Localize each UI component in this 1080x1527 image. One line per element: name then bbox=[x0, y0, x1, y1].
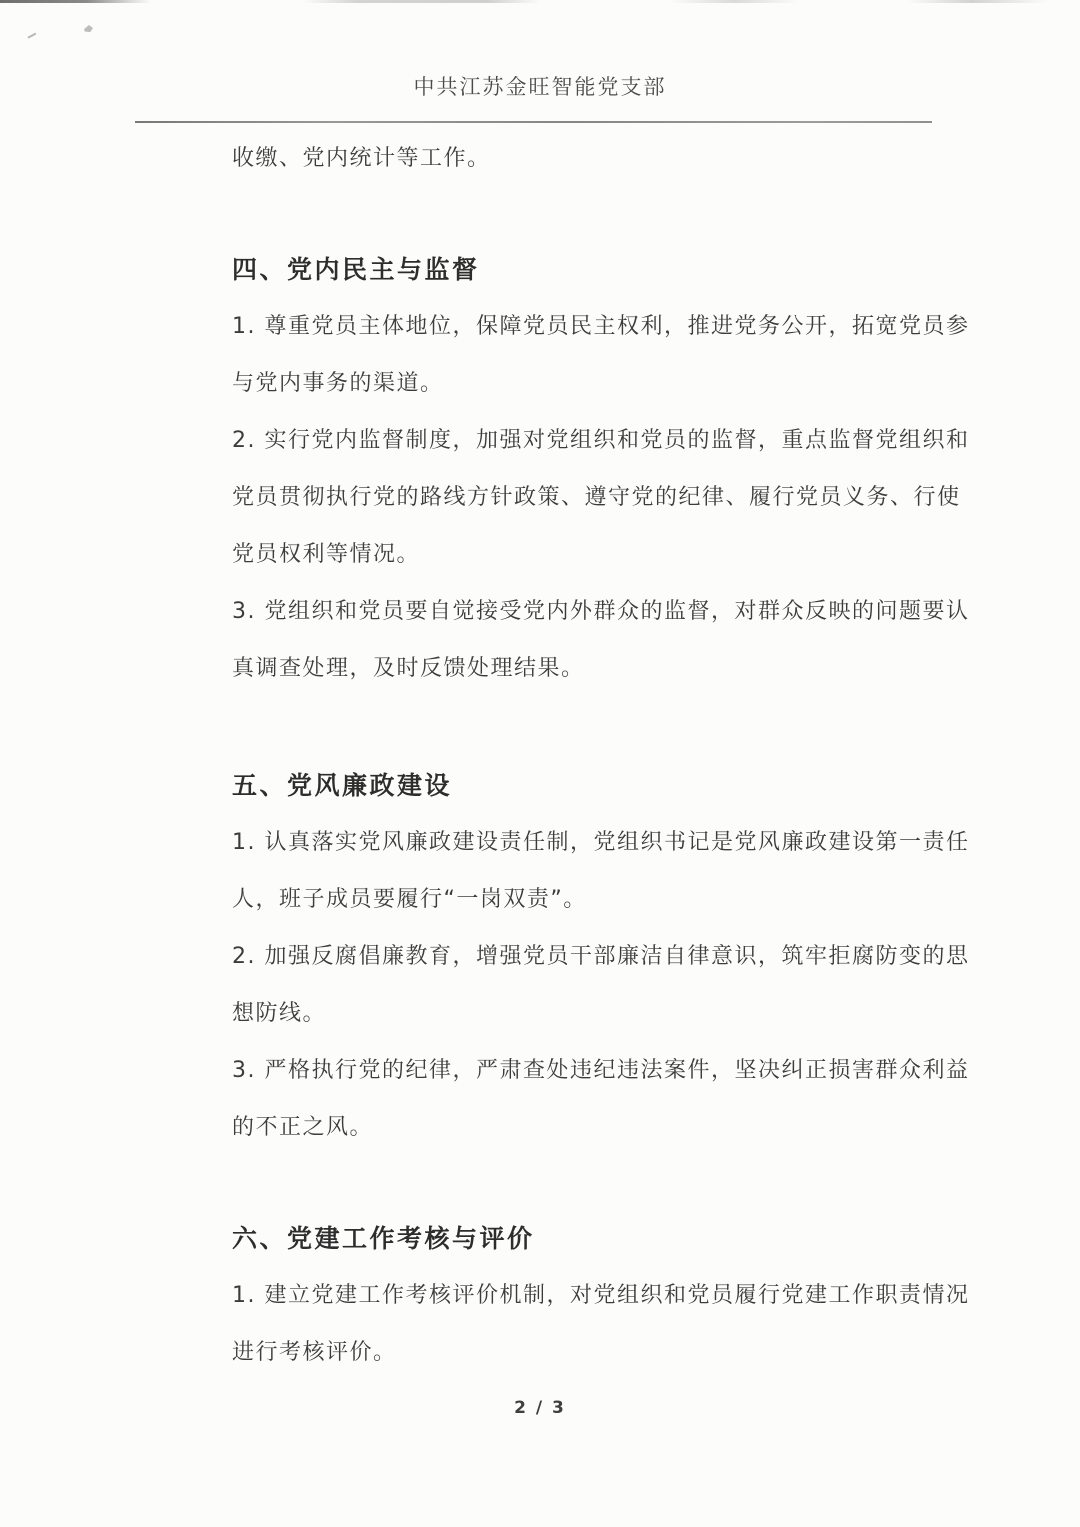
body-line-continuation: 收缴、党内统计等工作。 bbox=[232, 146, 491, 171]
body-line: 真调查处理，及时反馈处理结果。 bbox=[232, 656, 585, 681]
body-line: 3. 党组织和党员要自觉接受党内外群众的监督，对群众反映的问题要认 bbox=[232, 599, 970, 624]
body-line: 的不正之风。 bbox=[232, 1115, 374, 1140]
body-line: 想防线。 bbox=[232, 1001, 327, 1026]
body-line: 党员贯彻执行党的路线方针政策、遵守党的纪律、履行党员义务、行使 bbox=[232, 485, 961, 510]
scan-artifact-top-edge bbox=[0, 0, 1080, 5]
document-body bbox=[232, 130, 972, 1381]
body-line: 1. 认真落实党风廉政建设责任制，党组织书记是党风廉政建设第一责任 bbox=[232, 830, 970, 855]
body-line: 人，班子成员要履行“一岗双责”。 bbox=[232, 887, 587, 912]
section-heading-6: 六、党建工作考核与评价 bbox=[232, 1224, 535, 1253]
body-line: 与党内事务的渠道。 bbox=[232, 371, 444, 396]
body-line: 1. 尊重党员主体地位，保障党员民主权利，推进党务公开，拓宽党员参 bbox=[232, 314, 970, 339]
page-number: 2 / 3 bbox=[514, 1398, 566, 1418]
body-line: 1. 建立党建工作考核评价机制，对党组织和党员履行党建工作职责情况 bbox=[232, 1283, 970, 1308]
body-line: 进行考核评价。 bbox=[232, 1340, 397, 1365]
section-heading-5: 五、党风廉政建设 bbox=[232, 771, 453, 800]
header-title: 中共江苏金旺智能党支部 bbox=[413, 75, 667, 99]
body-line: 3. 严格执行党的纪律，严肃查处违纪违法案件，坚决纠正损害群众利益 bbox=[232, 1058, 970, 1083]
scan-speck bbox=[25, 27, 37, 38]
header-rule bbox=[135, 121, 932, 123]
body-line: 党员权利等情况。 bbox=[232, 542, 421, 567]
scan-speck bbox=[84, 25, 93, 32]
section-heading-4: 四、党内民主与监督 bbox=[232, 255, 480, 284]
body-line: 2. 实行党内监督制度，加强对党组织和党员的监督，重点监督党组织和 bbox=[232, 428, 970, 453]
body-line: 2. 加强反腐倡廉教育，增强党员干部廉洁自律意识，筑牢拒腐防变的思 bbox=[232, 944, 970, 969]
